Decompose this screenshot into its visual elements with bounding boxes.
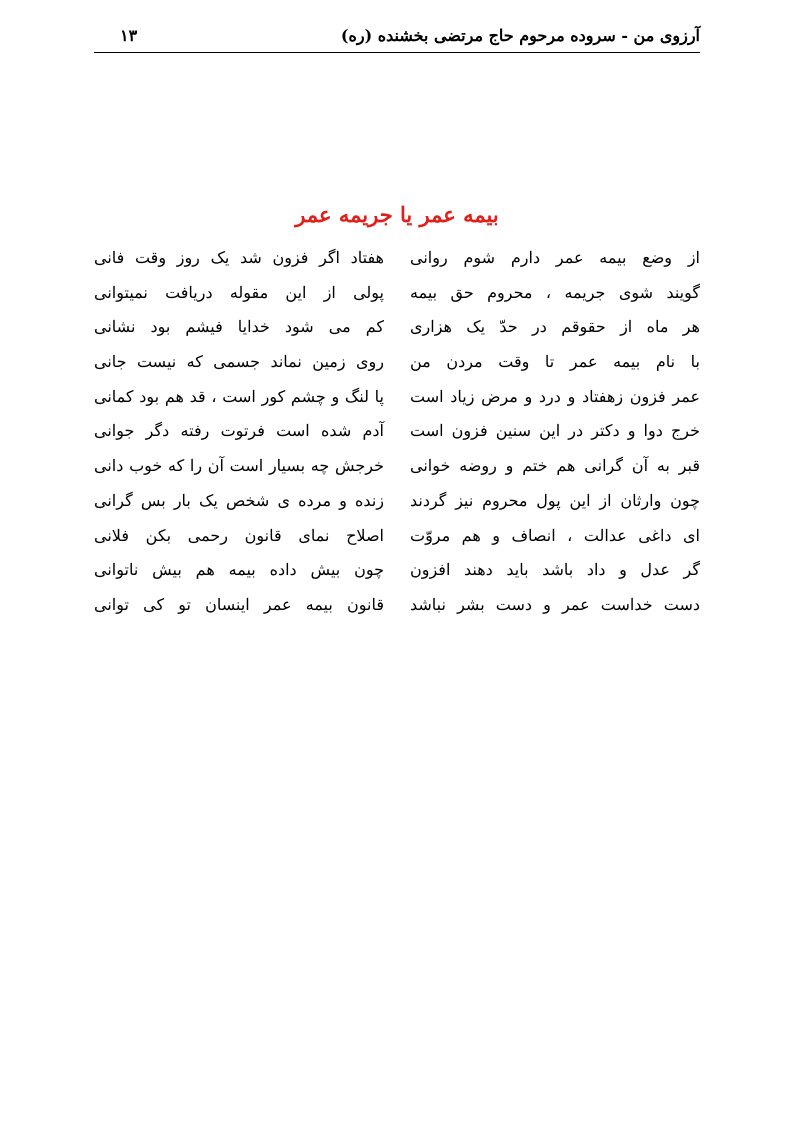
hemistich-first: با نام بیمه عمر تا وقت مردن من: [410, 352, 700, 372]
poem-bayt: [94, 560, 700, 595]
poem-bayt: [94, 317, 700, 352]
hemistich-first: دست خداست عمر و دست بشر نباشد: [410, 594, 700, 614]
hemistich-second: زنده و مرده ی شخص یک بار بس گرانی: [94, 490, 384, 510]
hemistich-second: هفتاد اگر فزون شد یک روز وقت فانی: [94, 248, 384, 267]
hemistich-first: گویند شوی جریمه ، محروم حق بیمه: [410, 282, 700, 302]
poem-bayt: [94, 491, 700, 526]
hemistich-first: گر عدل و داد باشد باید دهند افزون: [410, 560, 700, 580]
poem-title: بیمه عمر یا جریمه عمر: [295, 202, 499, 227]
poem-bayt: [94, 352, 700, 387]
hemistich-second: کم می شود خدایا فیشم بود نشانی: [94, 317, 384, 337]
poem-bayt: [94, 283, 700, 318]
hemistich-first: از وضع بیمه عمر دارم شوم روانی: [410, 248, 700, 267]
page-header: [94, 24, 700, 53]
hemistich-first: هر ماه از حقوقم در حدّ یک هزاری: [410, 317, 700, 337]
hemistich-second: قانون بیمه عمر اینسان تو کی توانی: [94, 594, 384, 614]
hemistich-second: اصلاح نمای قانون رحمی بکن فلانی: [94, 525, 384, 545]
hemistich-second: خرجش چه بسیار است آن را که خوب دانی: [94, 456, 384, 476]
hemistich-second: آدم شده است فرتوت رفته دگر جوانی: [94, 421, 384, 441]
hemistich-first: خرج دوا و دکتر در این سنین فزون است: [410, 421, 700, 441]
poem-bayt: [94, 387, 700, 422]
poem-bayt: [94, 595, 700, 630]
hemistich-first: عمر فزون زهفتاد و درد و مرض زیاد است: [410, 386, 700, 406]
poem-bayt: [94, 248, 700, 283]
hemistich-second: روی زمین نماند جسمی که نیست جانی: [94, 352, 384, 372]
hemistich-first: چون وارثان از این پول محروم نیز گردند: [410, 490, 700, 510]
poem-bayt: [94, 456, 700, 491]
poem-bayt: [94, 526, 700, 561]
poem-body: [94, 248, 700, 630]
hemistich-second: چون بیش داده بیمه هم بیش ناتوانی: [94, 560, 384, 580]
hemistich-second: پولی از این مقوله دریافت نمیتوانی: [94, 282, 384, 302]
hemistich-second: پا لنگ و چشم کور است ، قد هم بود کمانی: [94, 386, 384, 406]
hemistich-first: ای داغی عدالت ، انصاف و هم مروّت: [410, 525, 700, 545]
page-number: ۱۳: [120, 26, 138, 45]
poem-bayt: [94, 421, 700, 456]
hemistich-first: قبر به آن گرانی هم ختم و روضه خوانی: [410, 456, 700, 476]
header-title: آرزوی من - سروده مرحوم حاج مرتضی بخشنده (ره): [340, 26, 700, 45]
